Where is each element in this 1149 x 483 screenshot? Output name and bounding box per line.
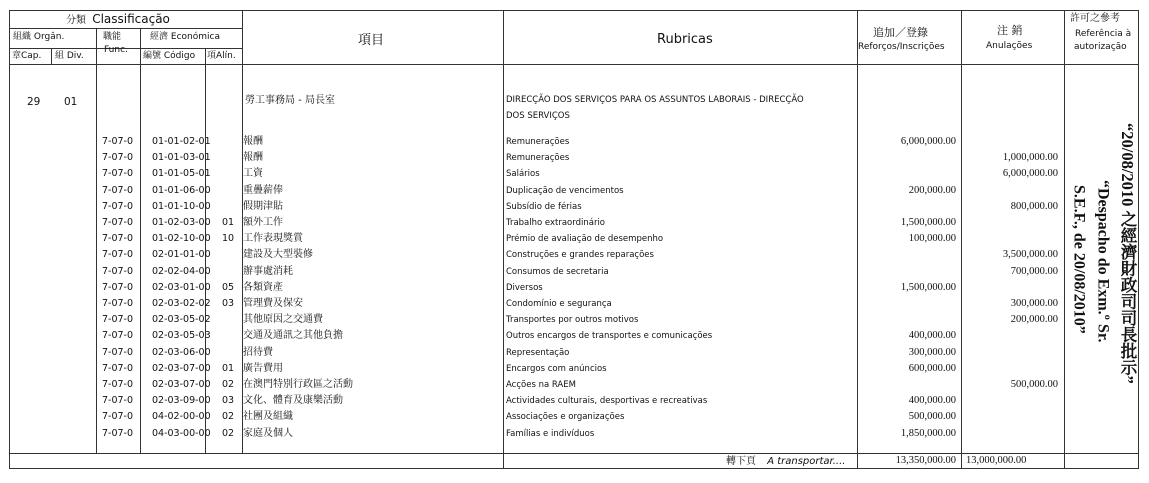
row-codigo: 02-01-01-00 (152, 249, 211, 261)
dept-div: 01 (64, 96, 78, 108)
table-row (0, 134, 1149, 150)
row-rubrica: Diversos (506, 282, 543, 293)
header-autorizacao-pt1: Referência à (1075, 29, 1132, 39)
header-organica-zh: 組織 (13, 32, 32, 42)
row-codigo: 02-03-06-00 (152, 346, 211, 358)
row-reforco: 200,000.00 (908, 184, 956, 196)
table-row (0, 345, 1149, 361)
row-item-zh: 其他原因之交通費 (243, 314, 323, 326)
row-rubrica: Consumos de secretaria (506, 266, 609, 277)
row-func: 7-07-0 (102, 265, 134, 277)
table-row (0, 231, 1149, 247)
row-codigo: 02-03-02-02 (152, 298, 211, 309)
footer-transportar-pt: A transportar.... (767, 456, 846, 467)
row-alin: 01 (222, 217, 235, 228)
row-rubrica: Condomínio e segurança (506, 299, 612, 309)
row-rubrica: Representação (506, 347, 570, 358)
footer-top-line (9, 453, 1139, 454)
header-alin: 項Alín. (207, 51, 236, 61)
authorization-note-pt2: S.E.F., de 20/08/2010” (1070, 185, 1088, 334)
row-anulacao: 3,500,000.00 (1002, 249, 1058, 261)
row-anulacao: 200,000.00 (1010, 314, 1058, 326)
row-func: 7-07-0 (102, 249, 134, 261)
row-rubrica: Remunerações (506, 153, 570, 164)
header-autorizacao-zh: 許可之參考 (1070, 13, 1120, 24)
row-rubrica: Prémio de avaliação de desempenho (506, 234, 664, 245)
row-codigo: 01-01-03-01 (152, 152, 211, 164)
row-func: 7-07-0 (102, 200, 134, 212)
header-cap: 章Cap. (12, 51, 42, 61)
row-codigo: 02-02-04-00 (152, 265, 211, 277)
row-alin: 10 (222, 233, 235, 245)
header-anulacoes-zh: 注 銷 (997, 24, 1023, 37)
row-reforco: 100,000.00 (908, 233, 956, 245)
row-func: 7-07-0 (102, 184, 134, 196)
header-economica (150, 33, 220, 42)
row-rubrica: Associações e organizações (506, 412, 625, 423)
table-row (0, 215, 1149, 231)
row-func: 7-07-0 (102, 395, 134, 407)
row-reforco: 1,500,000.00 (900, 281, 956, 293)
row-anulacao: 6,000,000.00 (1002, 168, 1058, 180)
row-anulacao: 500,000.00 (1010, 379, 1058, 390)
row-codigo: 01-02-03-00 (152, 217, 211, 228)
row-reforco: 6,000,000.00 (900, 136, 956, 147)
table-row (0, 264, 1149, 280)
row-alin: 01 (222, 362, 235, 374)
authorization-note-pt1: “Despacho do Exm.º Sr. (1094, 180, 1112, 343)
row-item-zh: 額外工作 (243, 217, 283, 228)
footer-transportar (726, 457, 845, 467)
header-reforcos-zh: 追加／登錄 (873, 26, 928, 39)
table-row (0, 409, 1149, 425)
header-rubricas: Rubricas (657, 32, 713, 47)
row-item-zh: 報酬 (243, 136, 263, 147)
row-alin: 02 (222, 427, 235, 439)
row-codigo: 01-02-10-00 (152, 233, 211, 245)
row-codigo: 01-01-02-01 (152, 136, 211, 147)
row-item-zh: 辦事處消耗 (243, 265, 293, 277)
row-func: 7-07-0 (102, 330, 134, 342)
row-item-zh: 報酬 (243, 152, 263, 164)
header-divider-1 (9, 28, 242, 29)
footer-total-reforcos: 13,350,000.00 (895, 455, 956, 466)
table-row (0, 199, 1149, 215)
footer-total-anulacoes: 13,000,000.00 (966, 455, 1027, 466)
row-item-zh: 假期津貼 (243, 200, 283, 212)
header-organica-pt: Orgân. (33, 32, 65, 42)
row-func: 7-07-0 (102, 298, 134, 309)
row-func: 7-07-0 (102, 152, 134, 164)
row-func: 7-07-0 (102, 346, 134, 358)
row-alin: 02 (222, 411, 235, 423)
row-rubrica: Acções na RAEM (506, 380, 576, 390)
row-alin: 03 (222, 395, 235, 407)
row-alin: 02 (222, 379, 235, 390)
header-autorizacao-pt2: autorização (1074, 42, 1127, 52)
row-anulacao: 1,000,000.00 (1002, 152, 1058, 164)
header-economica-pt: Económica (170, 32, 220, 42)
dept-item-zh: 勞工事務局 - 局長室 (245, 95, 335, 106)
header-classificacao-zh: 分類 (66, 15, 86, 26)
row-reforco: 500,000.00 (908, 411, 956, 423)
row-codigo: 04-02-00-00 (152, 411, 211, 423)
header-bottom-line (9, 64, 1139, 65)
table-row (0, 393, 1149, 409)
row-rubrica: Salários (506, 169, 540, 180)
dept-rubrica-line2: DOS SERVIÇOS (506, 111, 570, 121)
row-rubrica: Encargos com anúncios (506, 363, 607, 374)
row-func: 7-07-0 (102, 233, 134, 245)
row-alin: 05 (222, 281, 235, 293)
row-item-zh: 在澳門特別行政區之活動 (243, 379, 353, 390)
row-func: 7-07-0 (102, 314, 134, 326)
header-reforcos-pt: Reforços/Inscrições (858, 42, 945, 52)
row-item-zh: 管理費及保安 (243, 298, 303, 309)
table-row (0, 377, 1149, 393)
header-classificacao-pt: Classificação (92, 12, 170, 26)
row-func: 7-07-0 (102, 379, 134, 390)
row-codigo: 02-03-09-00 (152, 395, 211, 407)
table-row (0, 312, 1149, 328)
dept-cap: 29 (27, 96, 41, 108)
row-func: 7-07-0 (102, 411, 134, 423)
row-func: 7-07-0 (102, 168, 134, 180)
row-item-zh: 建設及大型裝修 (243, 249, 313, 261)
table-row (0, 247, 1149, 263)
row-codigo: 02-03-01-00 (152, 281, 211, 293)
row-codigo: 04-03-00-00 (152, 427, 211, 439)
row-func: 7-07-0 (102, 281, 134, 293)
row-item-zh: 文化、體育及康樂活動 (243, 395, 343, 407)
row-func: 7-07-0 (102, 362, 134, 374)
row-rubrica: Outros encargos de transportes e comunicações (506, 331, 713, 342)
table-row (0, 183, 1149, 199)
row-func: 7-07-0 (102, 217, 134, 228)
header-funcional-zh: 職能 (103, 32, 122, 42)
row-anulacao: 300,000.00 (1010, 298, 1058, 309)
row-codigo: 02-03-07-00 (152, 362, 211, 374)
row-codigo: 01-01-05-01 (152, 168, 211, 180)
row-item-zh: 招待費 (243, 346, 273, 358)
dept-rubrica-line1: DIRECÇÃO DOS SERVIÇOS PARA OS ASSUNTOS LABORAIS - DIRECÇÃO (506, 95, 804, 105)
row-anulacao: 800,000.00 (1010, 200, 1058, 212)
row-reforco: 1,850,000.00 (900, 427, 956, 439)
table-row (0, 361, 1149, 377)
row-codigo: 01-01-10-00 (152, 200, 211, 212)
header-div: 組 Div. (55, 51, 84, 61)
row-item-zh: 社團及組織 (243, 411, 293, 423)
header-economica-zh: 經濟 (150, 32, 169, 42)
header-classificacao (66, 13, 170, 26)
row-reforco: 600,000.00 (908, 362, 956, 374)
header-organica (13, 33, 64, 42)
row-item-zh: 重疊薪俸 (243, 184, 283, 196)
row-alin: 03 (222, 298, 235, 309)
row-anulacao: 700,000.00 (1010, 265, 1058, 277)
row-reforco: 400,000.00 (908, 330, 956, 342)
row-rubrica: Duplicação de vencimentos (506, 185, 624, 196)
table-row (0, 328, 1149, 344)
row-item-zh: 工資 (243, 168, 263, 180)
table-row (0, 280, 1149, 296)
row-item-zh: 交通及通訊之其他負擔 (243, 330, 343, 342)
row-reforco: 300,000.00 (908, 346, 956, 358)
row-rubrica: Trabalho extraordinário (506, 218, 606, 228)
row-rubrica: Famílias e indivíduos (506, 428, 595, 439)
row-codigo: 02-03-07-00 (152, 379, 211, 390)
row-reforco: 400,000.00 (908, 395, 956, 407)
row-func: 7-07-0 (102, 427, 134, 439)
row-reforco: 1,500,000.00 (900, 217, 956, 228)
table-row (0, 166, 1149, 182)
table-row (0, 296, 1149, 312)
header-items: 項目 (358, 33, 385, 48)
table-row (0, 150, 1149, 166)
header-codigo: 編號 Código (143, 51, 196, 61)
row-rubrica: Actividades culturais, desportivas e recreativas (506, 396, 708, 407)
authorization-note-zh: “20/08/2010 之經濟財政司司長批示” (1117, 123, 1137, 384)
row-item-zh: 工作表現獎賞 (243, 233, 303, 245)
col-line-cap-div (51, 48, 52, 64)
row-item-zh: 廣告費用 (243, 362, 283, 374)
row-rubrica: Construções e grandes reparações (506, 250, 654, 261)
row-func: 7-07-0 (102, 136, 134, 147)
row-rubrica: Transportes por outros motivos (506, 315, 639, 326)
footer-transportar-zh: 轉下頁 (726, 456, 756, 467)
row-item-zh: 各類資產 (243, 281, 283, 293)
row-rubrica: Subsídio de férias (506, 201, 582, 212)
row-codigo: 02-03-05-03 (152, 330, 211, 342)
row-rubrica: Remunerações (506, 137, 570, 147)
header-anulacoes-pt: Anulações (986, 41, 1033, 51)
row-codigo: 02-03-05-02 (152, 314, 211, 326)
row-item-zh: 家庭及個人 (243, 427, 293, 439)
row-codigo: 01-01-06-00 (152, 184, 211, 196)
header-funcional-pt: Func. (104, 45, 128, 55)
table-row (0, 426, 1149, 442)
